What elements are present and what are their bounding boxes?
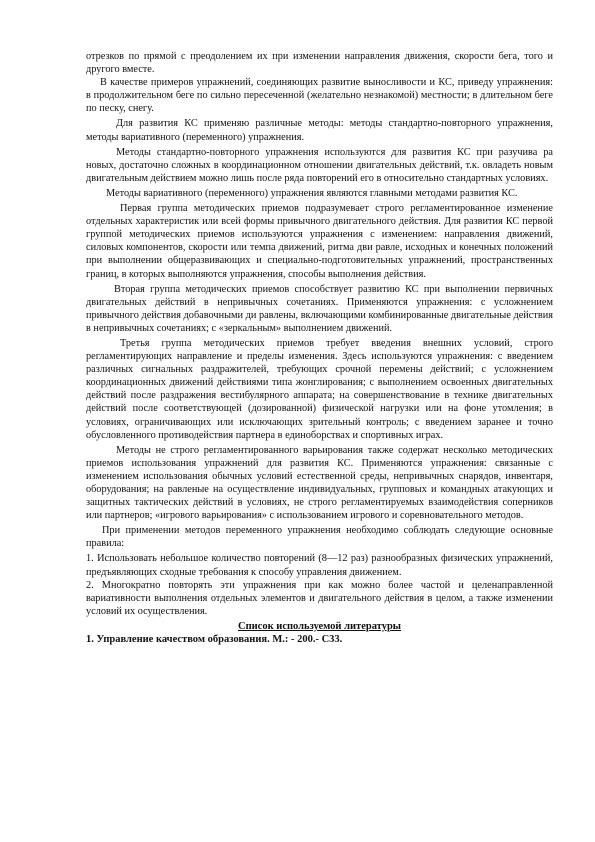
paragraph: Первая группа методических приемов подразумевает строго регламентированное изменение отдельных характеристик или всей формы привычного двигательного действия. Для развития КС первой группой методических приемов используются упражнения с изменением: направления движений, силовых компонентов, скорости или темпа движений, ритма дви равле, исходных и конечных положений при выполнении общеразвивающих и специально-подготовительных упражнений, пространственных границ, в которых выполняются упражнения, способы выполнения действия. <box>86 203 553 280</box>
paragraph: Вторая группа методических приемов способствует развитию КС при выполнении первичных двигательных действий в непривычных сочетаниях. Применяются упражнения: с усложнением привычного действия добавочными ди равлены, включающими комбинированные двигательные действия в непривычных сочетаниях; с «зеркальным» выполнением движений. <box>86 283 553 334</box>
document-body <box>86 50 553 646</box>
paragraph: отрезков по прямой с преодолением их при изменении направления движения, скорости бега, того и другого вместе. <box>86 51 553 76</box>
paragraph: Методы вариативного (переменного) упражнения являются главными методами развития КС. <box>106 187 518 199</box>
reference-item: 1. Управление качеством образования. М.: - 200.- С33. <box>86 634 343 646</box>
references-title: Список используемой литературы <box>238 620 401 632</box>
paragraph: В качестве примеров упражнений, соединяющих развитие выносливости и КС, приведу упражнения: в продолжительном беге по сильно пересеченной (желательно незнакомой) местности; в длительном беге по песку, снегу. <box>86 77 553 115</box>
paragraph: При применении методов переменного упражнения необходимо соблюдать следующие основные правила: <box>86 525 553 550</box>
paragraph: Третья группа методических приемов требует введения внешних условий, строго регламентирующих направление и пределы изменения. Здесь используются упражнения: с введением различных сигнальных раздражителей, требующих срочной перемены действий; с усложнением координационных движений действиями типа жонглирования; с выполнением освоенных двигательных действий после раздражения вестибулярного аппарата; на совершенствование в технике двигательных действий после соответствующей (дозированной) физической нагрузки или на фоне утомления; в условиях, ограничивающих или исключающих зрительный контроль; с введением заранее и точно обусловленного противодействия партнера в единоборствах и спортивных играх. <box>86 337 553 441</box>
paragraph: 1. Использовать небольшое количество повторений (8—12 раз) разнообразных физических упражнений, предъявляющих сходные требования к способу управления движением. <box>86 553 553 578</box>
paragraph: Методы стандартно-повторного упражнения используются для развития КС при разучива ра новых, достаточно сложных в координационном отношении двигательных действий, т.к. овладеть новым двигательным действием можно лишь после ряда повторений его в относительно стандартных условиях. <box>86 146 553 184</box>
paragraph: 2. Многократно повторять эти упражнения при как можно более частой и целенаправленной вариативности выполнения отдельных элементов и двигательного действия в целом, а также изменении условий их осуществления. <box>86 579 553 617</box>
paragraph: Для развития КС применяю различные методы: методы стандартно-повторного упражнения, методы вариативного (переменного) упражнения. <box>86 118 553 143</box>
paragraph: Методы не строго регламентированного варьирования также содержат несколько методических приемов использования упражнений для развития КС. Применяются упражнения: связанные с изменением использования обычных условий естественной среды, непривычных снарядов, инвентаря, оборудования; на равленые на осуществление индивидуальных, групповых и командных атакующих и защитных тактических действий в условиях, не строго регламентируемых взаимодействия соперников или партнеров; «игрового варьирования» с использованием игрового и соревновательного методов. <box>86 444 553 522</box>
